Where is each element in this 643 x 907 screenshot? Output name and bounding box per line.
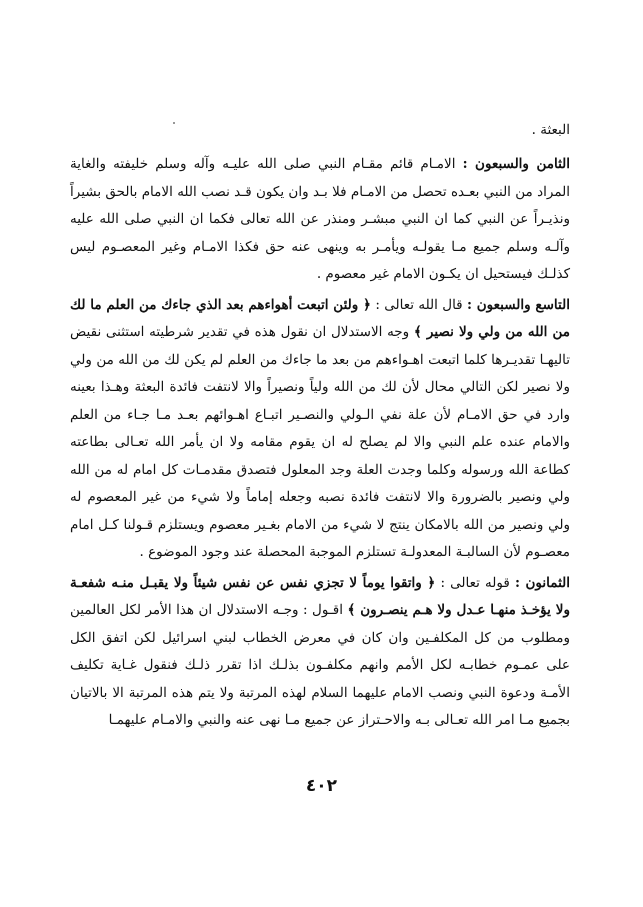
paragraph-80 [70,570,570,735]
paragraph-text: اقـول : وجـه الاستدلال ان هذا الأمر لكل العالمين ومطلوب من كل المكلفـين وان كان في معرض الخطاب لبني اسرائيل لكن اتفق الكل على عمـوم خطابـه لكل الأمم وانهم مكلفـون بذلـك اذا تقرر ذلـك فنقول غـاية تكليف الأمـة ودعوة النبي ونصب الامام عليهما السلام لهذه المرتبة ولا يتم هذه المرتبة الا بالاتيان بجميع مـا امر الله تعـالى بـه والاحـتراز عن جميع مـا نهى عنه والنبي والامـام عليهمـا [70,602,570,728]
paragraph-heading: التاسع والسبعون : [467,296,570,313]
paragraph-text: الامـام قائم مقـام النبي صلى الله عليـه وآله وسلم خليفته والغاية المراد من النبي بعـده تحصل من الامـام فلا بـد وان يكون قـد نصب الله الامام بالحق بشيراً ونذيـراً عن النبي كما ان النبي مبشـر ومنذر عن الله تعالى فكما ان النبي صلى الله عليه وآلـه وسلم جميع مـا يقولـه ويأمـر به وينهى عنه حق فكذا الامـام وغير المعصـوم ليس كذلـك فيستحيل ان يكـون الامام غير معصوم . [70,156,570,282]
paragraph-heading: الثمانون : [514,574,571,591]
paragraph-intro: قوله تعالى : [440,574,510,591]
page-number: ٤٠٢ [305,776,338,796]
paragraph-78 [70,151,570,289]
quranic-verse: ﴿ واتقوا يوماً لا تجزي نفس عن نفس شيئاً ولا يقبـل منـه شفعـة ولا يؤخـذ منهـا عـدل ولا هـم ينصـرون ﴾ [70,574,570,618]
paragraph-heading: الثامن والسبعون : [462,156,571,172]
paragraph-text: وجه الاستدلال ان نقول هذه في تقدير شرطيته استثنى نقيض تاليهـا تقديـرها كلما اتبعت اهـواءهم من بعد ما جاءك من العلم لم يكن لك من الله من ولي ولا نصير لكن التالي محال لأن لك من الله ولياً ونصيراً والا لانتفت فائدة البعثة وهـذا بعينه وارد في حق الامـام لأن علة نفي الـولي والنصـير اتبـاع اهـوائهم بعـد مـا جـاء من العلم والامام عنده علم النبي والا لم يصلح له ان يقوم مقامه ولا ان يأمر الله تعـالى بطاعته كطاعة الله ورسوله وكلما وجدت العلة وجد المعلول فتصدق مقدمـات كل امام له من الله ولي ونصير بالضرورة والا لانتفت فائدة نصبه وجعله إماماً ولا شيء من غير المعصوم له ولي ونصير من الله بالامكان ينتج لا شيء من الامام بغـير معصوم ويستلزم قـولنا كـل امام معصـوم لأن السالبـة المعدولـة تستلزم الموجبة المحصلة عند وجود الموضوع . [70,324,570,560]
page-body [70,118,570,738]
quranic-verse: ﴿ ولئن اتبعت أهواءهم بعد الذي جاءك من العلم ما لك من الله من ولي ولا نصير ﴾ [70,296,570,340]
paragraph-79 [70,292,570,567]
continued-line: البعثة . [531,122,570,138]
paragraph-intro: قال الله تعالى : [375,296,463,313]
